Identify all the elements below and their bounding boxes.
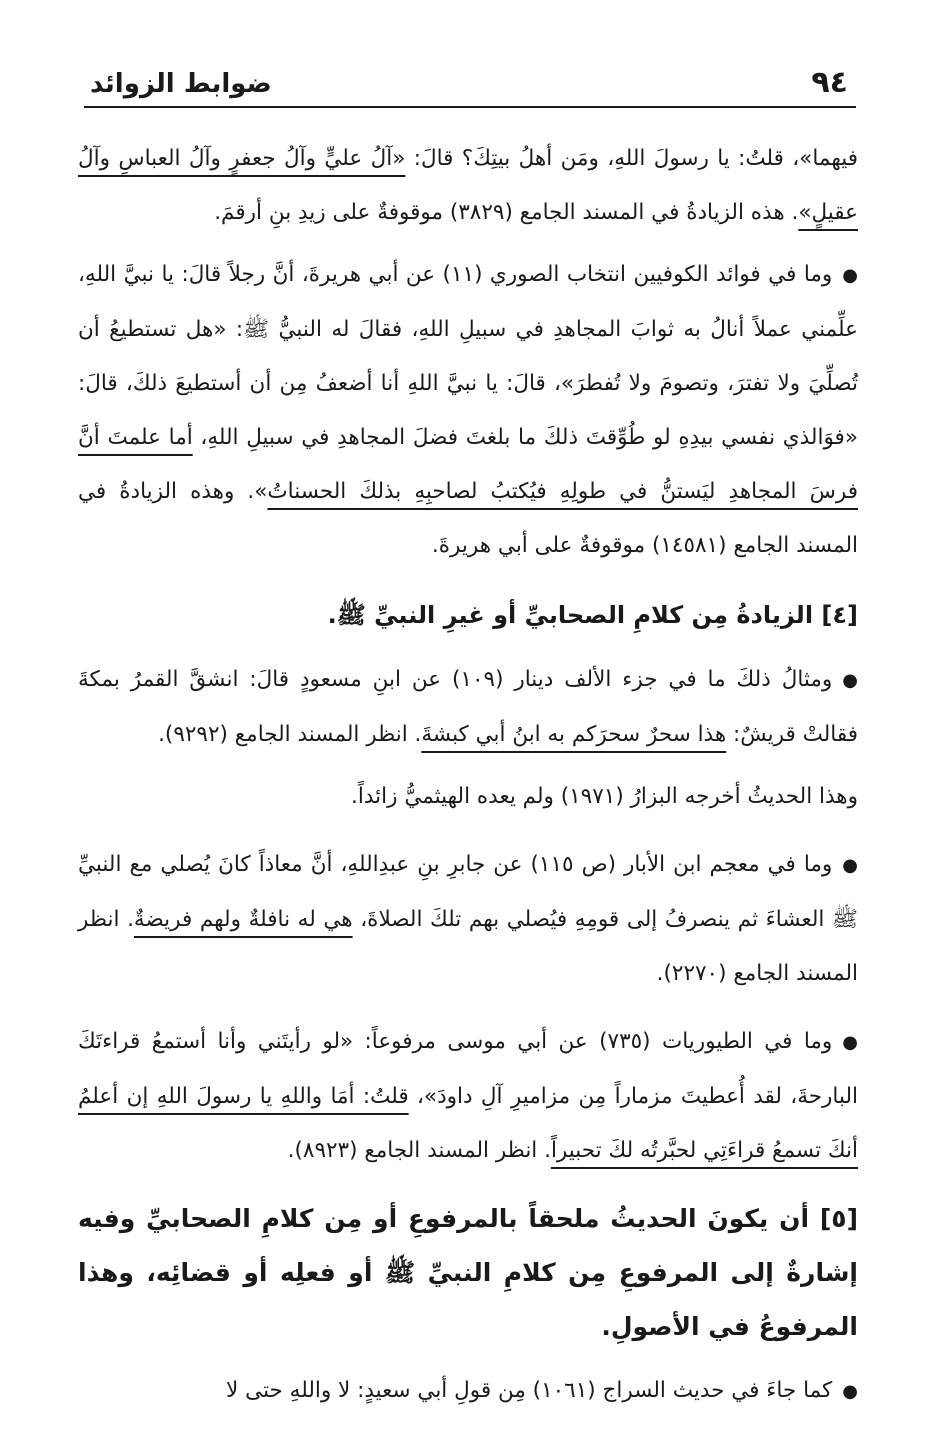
page-body	[78, 132, 858, 1433]
paragraph-5	[78, 838, 858, 1001]
underlined-addition: أما علمتَ أنَّ فرسَ المجاهدِ ليَستنُّ في طولِهِ فيُكتبُ لصاحبِهِ بذلكَ الحسناتُ	[78, 425, 858, 504]
underlined-addition: هذا سحرٌ سحرَكم به ابنُ أبي كبشةَ	[421, 722, 727, 747]
paragraph-4: وهذا الحديثُ أخرجه البزارُ (١٩٧١) ولم يعده الهيثميُّ زائداً.	[351, 784, 858, 809]
paragraph-7	[78, 1364, 858, 1419]
paragraph-3	[78, 653, 858, 762]
underlined-addition: هي له نافلةٌ ولهم فريضةٌ	[133, 907, 353, 932]
bullet-icon: ●	[842, 265, 858, 286]
paragraph-text: وما في معجم ابن الأبار (ص ١١٥) عن جابرِ بنِ عبدِاللهِ، أنَّ معاذاً كانَ يُصلي مع النبيِّ ﷺ العشاءَ ثم ينصرفُ إلى قومِهِ فيُصلي بهم تلكَ الصلاةَ،	[78, 852, 858, 932]
running-header	[84, 62, 856, 108]
bullet-icon: ●	[842, 670, 858, 691]
paragraph-text: . انظر المسند الجامع (٢٢٧٠).	[78, 907, 858, 986]
underlined-addition: قلتُ: أمَا واللهِ يا رسولَ اللهِ إن أعلمُ أنكَ تسمعُ قراءَتِي لحبَّرتُه لكَ تحبيراً	[78, 1084, 858, 1163]
paragraph-text: ومثالُ ذلكَ ما في جزء الألف دينار (١٠٩) عن ابنِ مسعودٍ قالَ: انشقَّ القمرُ بمكةَ فقالتْ قريشٌ:	[78, 667, 858, 747]
section-heading-4: [٤] الزيادةُ مِن كلامِ الصحابيِّ أو غيرِ النبيِّ ﷺ.	[327, 601, 858, 629]
section-heading-5: [٥] أن يكونَ الحديثُ ملحقاً بالمرفوعِ أو مِن كلامِ الصحابيِّ وفيه إشارةٌ إلى المرفوعِ مِن كلامِ النبيِّ ﷺ أو فعلِه أو قضائِه، وهذا المرفوعُ في الأصولِ.	[78, 1204, 858, 1341]
paragraph-text: . انظر المسند الجامع (٨٩٢٣).	[287, 1138, 551, 1163]
paragraph-6	[78, 1015, 858, 1178]
paragraph-text: وما في فوائد الكوفيين انتخاب الصوري (١١) عن أبي هريرةَ، أنَّ رجلاً قالَ: يا نبيَّ اللهِ، علِّمني عملاً أنالُ به ثوابَ المجاهدِ في سبيلِ اللهِ، فقالَ له النبيُّ ﷺ: «هل تستطيعُ أن تُصلِّيَ ولا تفترَ، وتصومَ ولا تُفطرَ»، قالَ: يا نبيَّ اللهِ أنا أضعفُ مِن أن أستطيعَ ذلكَ، قالَ: «فوَالذي نفسي بيدِهِ لو طُوِّقتَ ذلكَ ما بلغتَ فضلَ المجاهدِ في سبيلِ اللهِ،	[78, 262, 858, 450]
paragraph-text: فيهما»، قلتُ: يا رسولَ اللهِ، ومَن أهلُ بيتِكَ؟ قالَ:	[405, 146, 858, 171]
paragraph-text: ». وهذه الزيادةُ في المسند الجامع (١٤٥٨١) موقوفةٌ على أبي هريرةَ.	[78, 479, 858, 558]
paragraph-1	[78, 132, 858, 240]
bullet-icon: ●	[842, 855, 859, 876]
paragraph-2	[78, 248, 858, 573]
running-title: ضوابط الزوائد	[90, 69, 272, 99]
bullet-icon: ●	[842, 1381, 858, 1402]
bullet-icon: ●	[842, 1032, 859, 1053]
paragraph-text: كما جاءَ في حديث السراج (١٠٦١) مِن قولِ أبي سعيدٍ: لا واللهِ حتى لا	[226, 1378, 833, 1403]
paragraph-text: . انظر المسند الجامع (٩٢٩٢).	[158, 722, 422, 747]
paragraph-text: وما في الطيوريات (٧٣٥) عن أبي موسى مرفوعاً: «لو رأيتَني وأنا أستمعُ قراءتَكَ البارحةَ، لقد أُعطيتَ مزماراً مِن مزاميرِ آلِ داودَ»،	[78, 1029, 858, 1109]
underlined-addition: «آلُ عليٍّ وآلُ جعفرٍ وآلُ العباسِ وآلُ عقيلٍ»	[78, 146, 858, 225]
page-number: ٩٤	[811, 65, 848, 100]
paragraph-text: . هذه الزيادةُ في المسند الجامع (٣٨٢٩) موقوفةٌ على زيدِ بنِ أرقمَ.	[214, 200, 799, 225]
